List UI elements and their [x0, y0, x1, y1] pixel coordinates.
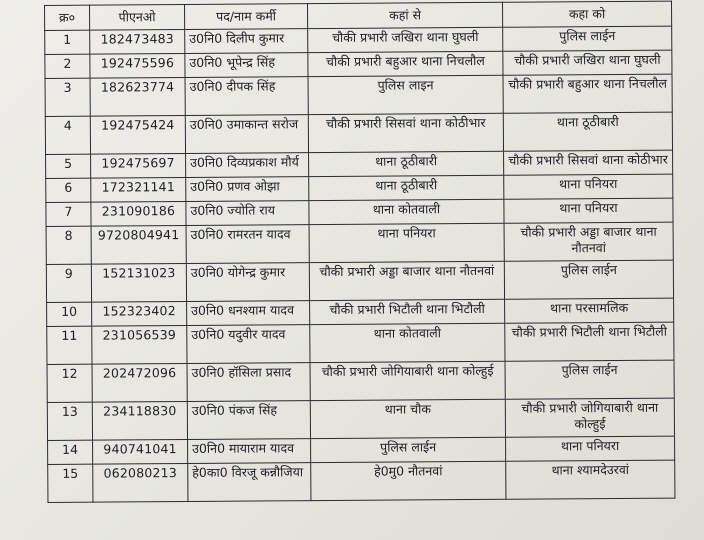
rank-name-cell: उ0नि0 दिलीप कुमार: [185, 29, 308, 54]
to-location-cell: थाना पनियरा: [504, 174, 673, 199]
pno-cell: 152323402: [92, 302, 187, 327]
table-row: [45, 74, 672, 116]
rank-name-cell: उ0नि0 पंकज सिंह: [187, 401, 310, 440]
serial-number-cell: 8: [46, 226, 91, 264]
pno-cell: 062080213: [93, 464, 188, 503]
pno-cell: 152131023: [91, 264, 186, 303]
rank-name-cell: उ0नि0 उमाकान्त सरोज: [185, 115, 308, 154]
from-location-cell: थाना ठूठीबारी: [309, 151, 504, 176]
to-location-cell: थाना ठूठीबारी: [503, 112, 672, 151]
from-location-cell: पुलिस लाईन: [311, 437, 506, 462]
pno-cell: 182473483: [90, 30, 185, 55]
serial-number-cell: 5: [46, 154, 91, 178]
rank-name-cell: उ0नि0 प्रणव ओझा: [186, 177, 309, 202]
to-location-cell: पुलिस लाईन: [504, 260, 673, 299]
from-location-cell: हे0मु0 नौतनवां: [311, 461, 506, 500]
serial-number-cell: 15: [48, 464, 93, 502]
rank-name-cell: उ0नि0 ज्योति राय: [186, 201, 309, 226]
table-row: [47, 398, 674, 440]
transfer-table: [44, 1, 675, 503]
to-location-cell: चौकी प्रभारी बहुआर थाना निचलौल: [503, 74, 672, 113]
serial-number-cell: 12: [47, 364, 92, 402]
pno-cell: 940741041: [93, 440, 188, 465]
serial-number-cell: 9: [46, 264, 91, 302]
to-location-cell: थाना श्यामदेउरवां: [506, 460, 675, 499]
rank-name-cell: उ0नि0 यदुवीर यादव: [187, 325, 310, 364]
from-location-cell: चौकी प्रभारी अड्डा बाजार थाना नौतनवां: [309, 261, 504, 300]
header-to: कहा को: [502, 1, 671, 27]
serial-number-cell: 4: [45, 116, 90, 154]
rank-name-cell: उ0नि0 दीपक सिंह: [185, 77, 308, 116]
to-location-cell: चौकी प्रभारी जोगियाबारी थाना कोल्हुई: [505, 398, 674, 437]
pno-cell: 9720804941: [91, 226, 186, 265]
to-location-cell: चौकी प्रभारी जखिरा थाना घुघली: [503, 50, 672, 75]
table-body: [45, 26, 675, 502]
from-location-cell: थाना पनियरा: [309, 223, 504, 262]
serial-number-cell: 11: [47, 326, 92, 364]
serial-number-cell: 6: [46, 178, 91, 202]
header-pno: पीएनओ: [90, 5, 185, 31]
table-row: [45, 112, 672, 154]
header-rank-name: पद/नाम कर्मी: [185, 4, 308, 30]
pno-cell: 192475424: [90, 116, 185, 155]
from-location-cell: पुलिस लाइन: [308, 75, 503, 114]
serial-number-cell: 13: [47, 402, 92, 440]
serial-number-cell: 10: [47, 302, 92, 326]
rank-name-cell: उ0नि0 रामरतन यादव: [186, 225, 309, 264]
to-location-cell: पुलिस लाईन: [503, 26, 672, 51]
to-location-cell: चौकी प्रभारी अड्डा बाजार थाना नौतनवां: [504, 222, 673, 261]
serial-number-cell: 7: [46, 202, 91, 226]
from-location-cell: चौकी प्रभारी जखिरा थाना घुघली: [308, 27, 503, 52]
table-row: [46, 222, 673, 264]
from-location-cell: चौकी प्रभारी बहुआर थाना निचलौल: [308, 51, 503, 76]
table-row: [48, 460, 675, 502]
to-location-cell: थाना पनियरा: [504, 198, 673, 223]
from-location-cell: थाना कोतवाली: [309, 199, 504, 224]
pno-cell: 192475596: [90, 54, 185, 79]
to-location-cell: चौकी प्रभारी सिसवां थाना कोठीभार: [504, 150, 673, 175]
to-location-cell: थाना पनियरा: [506, 436, 675, 461]
rank-name-cell: उ0नि0 हॉसिला प्रसाद: [187, 363, 310, 402]
table-row: [47, 360, 674, 402]
from-location-cell: चौकी प्रभारी सिसवां थाना कोठीभार: [308, 113, 503, 152]
from-location-cell: चौकी प्रभारी जोगियाबारी थाना कोल्हुई: [310, 361, 505, 400]
pno-cell: 182623774: [90, 78, 185, 117]
from-location-cell: चौकी प्रभारी भिटौली थाना भिटौली: [310, 299, 505, 324]
serial-number-cell: 1: [45, 30, 90, 54]
serial-number-cell: 14: [48, 440, 93, 464]
from-location-cell: थाना ठूठीबारी: [309, 175, 504, 200]
rank-name-cell: उ0नि0 योगेन्द्र कुमार: [186, 263, 309, 302]
pno-cell: 202472096: [92, 364, 187, 403]
pno-cell: 231090186: [91, 202, 186, 227]
serial-number-cell: 3: [45, 78, 90, 116]
header-from: कहां से: [307, 2, 502, 28]
pno-cell: 192475697: [91, 154, 186, 179]
to-location-cell: चौकी प्रभारी भिटौली थाना भिटौली: [505, 322, 674, 361]
header-serial: क्र०: [45, 5, 90, 30]
pno-cell: 234118830: [92, 402, 187, 441]
rank-name-cell: उ0नि0 धनश्याम यादव: [187, 301, 310, 326]
from-location-cell: थाना कोतवाली: [310, 323, 505, 362]
pno-cell: 231056539: [92, 326, 187, 365]
to-location-cell: थाना परसामलिक: [505, 298, 674, 323]
to-location-cell: पुलिस लाईन: [505, 360, 674, 399]
serial-number-cell: 2: [45, 54, 90, 78]
rank-name-cell: उ0नि0 मायाराम यादव: [188, 439, 311, 464]
rank-name-cell: उ0नि0 भूपेन्द्र सिंह: [185, 53, 308, 78]
table-row: [47, 322, 674, 364]
table-row: [46, 260, 673, 302]
from-location-cell: थाना चौक: [310, 399, 505, 438]
rank-name-cell: उ0नि0 दिव्यप्रकाश मौर्य: [186, 153, 309, 178]
rank-name-cell: हे0का0 विरजू कन्नौजिया: [188, 463, 311, 502]
pno-cell: 172321141: [91, 178, 186, 203]
